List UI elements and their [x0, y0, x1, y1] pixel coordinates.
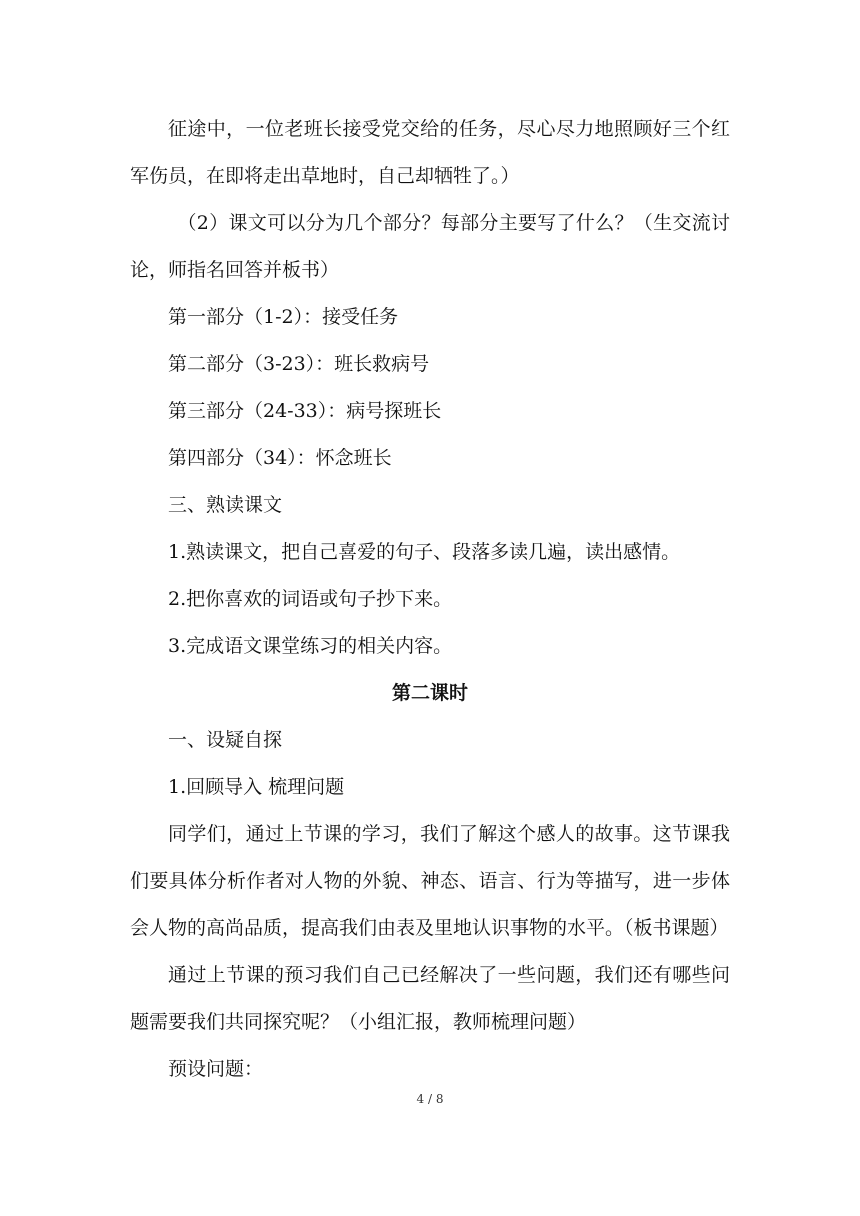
paragraph: 同学们，通过上节课的学习，我们了解这个感人的故事。这节课我们要具体分析作者对人物的外貌、神态、语言、行为等描写，进一步体会人物的高尚品质，提高我们由表及里地认识事物的水平。（板书课题） — [130, 823, 730, 939]
subsection-heading: 1.回顾导入 梳理问题 — [168, 776, 345, 798]
paragraph: 第三部分（24-33）：病号探班长 — [168, 400, 442, 422]
lesson-title: 第二课时 — [391, 682, 468, 704]
paragraph: 第四部分（34）：怀念班长 — [168, 447, 392, 469]
section-heading: 三、熟读课文 — [168, 494, 283, 516]
paragraph: 征途中，一位老班长接受党交给的任务，尽心尽力地照顾好三个红军伤员，在即将走出草地时，自己却牺牲了。） — [130, 118, 730, 187]
paragraph: 第一部分（1-2）：接受任务 — [168, 306, 399, 328]
paragraph: 通过上节课的预习我们自己已经解决了一些问题，我们还有哪些问题需要我们共同探究呢？（小组汇报，教师梳理问题） — [130, 964, 730, 1033]
paragraph: 预设问题： — [168, 1058, 264, 1080]
page-number: 4 / 8 — [416, 1092, 444, 1106]
paragraph: （2）课文可以分为几个部分？每部分主要写了什么？（生交流讨论，师指名回答并板书） — [130, 212, 730, 281]
document-body — [130, 106, 730, 1093]
list-item: 2.把你喜欢的词语或句子抄下来。 — [168, 588, 453, 610]
section-heading: 一、设疑自探 — [168, 729, 283, 751]
paragraph: 第二部分（3-23）：班长救病号 — [168, 353, 430, 375]
list-item: 1.熟读课文，把自己喜爱的句子、段落多读几遍，读出感情。 — [168, 541, 681, 563]
list-item: 3.完成语文课堂练习的相关内容。 — [168, 635, 453, 657]
